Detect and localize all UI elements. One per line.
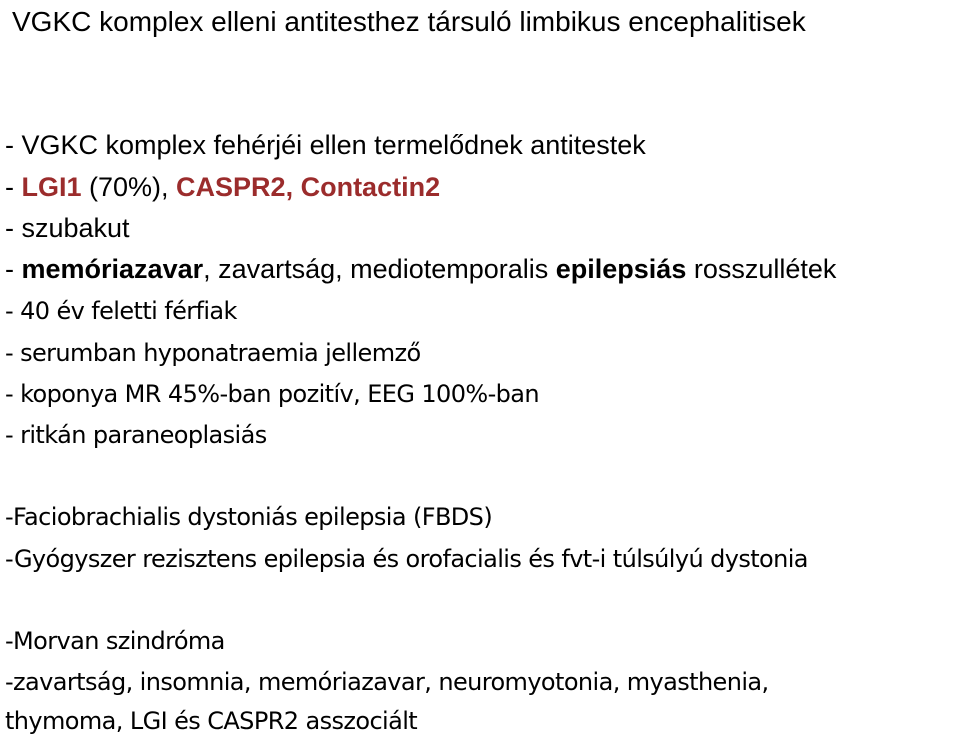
- epileptic-highlight: epilepsiás: [555, 254, 687, 284]
- bullet-prefix: -: [5, 172, 22, 202]
- bullet-morvan-symptoms: -zavartság, insomnia, memóriazavar, neuromyotonia, myasthenia,: [5, 668, 769, 696]
- bullet-morvan: -Morvan szindróma: [5, 627, 225, 655]
- symptoms-middle: , zavartság, mediotemporalis: [203, 254, 556, 284]
- bullet-antibodies: [5, 170, 440, 204]
- bullet-imaging: - koponya MR 45%-ban pozitív, EEG 100%-ban: [5, 380, 539, 408]
- bullet-hyponatraemia: - serumban hyponatraemia jellemző: [5, 339, 421, 367]
- bullet-fbds: -Faciobrachialis dystoniás epilepsia (FBDS): [5, 503, 493, 531]
- memory-disorder-highlight: memóriazavar: [21, 254, 204, 284]
- bullet-demographics: - 40 év feletti férfiak: [5, 297, 237, 325]
- lgi1-highlight: LGI1: [21, 172, 82, 202]
- lgi1-percent: (70%),: [81, 172, 177, 202]
- bullet-prefix: -: [5, 254, 22, 284]
- bullet-vgkc-proteins: - VGKC komplex fehérjéi ellen termelődnek antitestek: [5, 130, 646, 160]
- symptoms-end: rosszullétek: [686, 254, 837, 284]
- bullet-drug-resistant: -Gyógyszer rezisztens epilepsia és orofacialis és fvt-i túlsúlyú dystonia: [5, 545, 808, 573]
- bullet-paraneoplastic: - ritkán paraneoplasiás: [5, 421, 267, 449]
- caspr2-contactin2-highlight: CASPR2, Contactin2: [176, 172, 441, 202]
- bullet-morvan-association: thymoma, LGI és CASPR2 asszociált: [5, 707, 418, 735]
- slide-title: VGKC komplex elleni antitesthez társuló limbikus encephalitisek: [12, 6, 806, 37]
- bullet-symptoms: [5, 252, 836, 286]
- bullet-subacute: - szubakut: [5, 213, 130, 243]
